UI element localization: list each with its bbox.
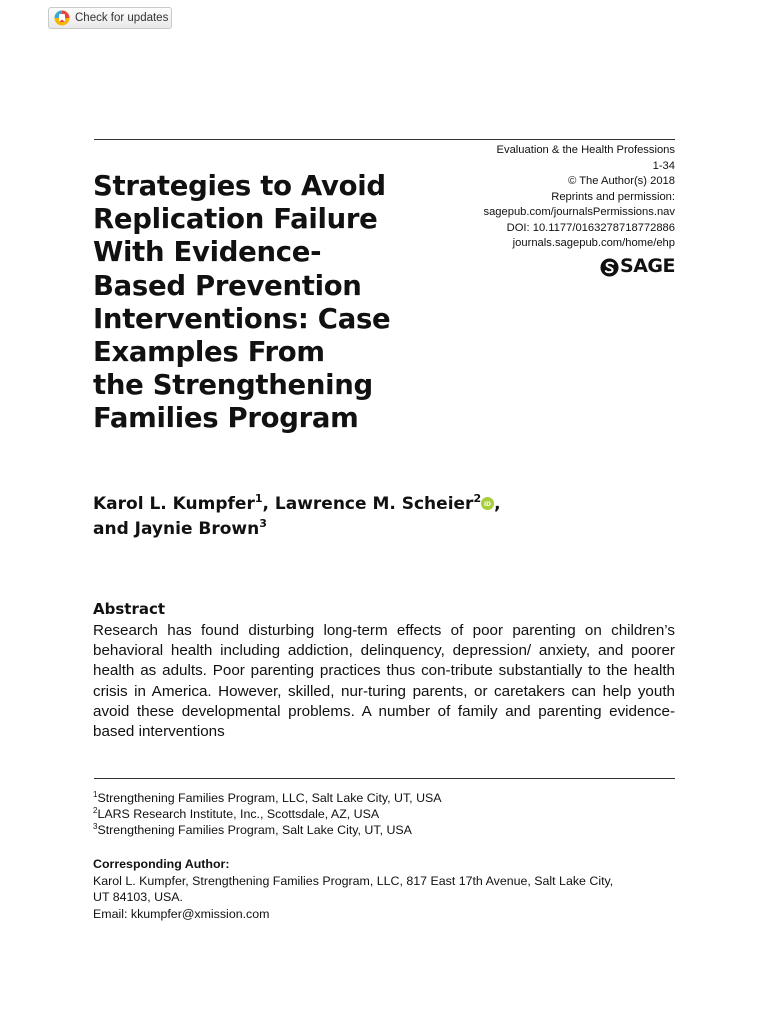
author-line xyxy=(93,517,633,542)
article-title xyxy=(93,170,443,436)
footnote-rule xyxy=(94,778,675,779)
abstract-text: Research has found disturbing long-term effects of poor parenting on children’s behavioral health including addiction, delinquency, depression/ anxiety, and poorer health as adults. Poor parenting practices thus con-tribute substantially to the health crisis in America. However, skilled, nur-turing parents, or caretakers can help youth avoid these developmental problems. A number of family and parenting evidence-based interventions xyxy=(93,622,675,741)
doi[interactable]: DOI: 10.1177/0163278718772886 xyxy=(506,221,675,234)
journal-info xyxy=(415,143,675,277)
corresponding-author xyxy=(93,856,675,922)
affiliation-text: Strengthening Families Program, LLC, Salt Lake City, UT, USA xyxy=(97,791,442,805)
title-line: Interventions: Case xyxy=(93,302,391,335)
corresponding-address-line: Karol L. Kumpfer, Strengthening Families Program, LLC, 817 East 17th Avenue, Salt Lake City, xyxy=(93,873,614,888)
affiliation-number: 1 xyxy=(93,790,98,799)
separator: , xyxy=(494,494,501,514)
header-rule xyxy=(94,139,675,140)
journal-home-link[interactable]: journals.sagepub.com/home/ehp xyxy=(512,237,675,249)
title-line: Strategies to Avoid xyxy=(93,170,386,202)
separator: , xyxy=(262,494,275,514)
svg-text:iD: iD xyxy=(484,501,492,509)
permissions-link[interactable]: sagepub.com/journalsPermissions.nav xyxy=(483,206,675,218)
check-for-updates-button[interactable] xyxy=(48,7,172,29)
journal-name: Evaluation & the Health Professions xyxy=(496,144,675,156)
author-list xyxy=(93,492,633,542)
corresponding-heading: Corresponding Author: xyxy=(93,857,230,871)
affiliation-marker: 3 xyxy=(259,517,267,530)
abstract-heading: Abstract xyxy=(93,600,166,618)
abstract-body xyxy=(93,621,675,742)
reprints-label: Reprints and permission: xyxy=(551,190,675,203)
affiliation-number: 2 xyxy=(93,806,98,815)
sage-logo xyxy=(415,255,675,278)
corresponding-email[interactable]: Email: kkumpfer@xmission.com xyxy=(93,906,270,921)
author-name: Karol L. Kumpfer xyxy=(93,494,255,514)
title-line: Replication Failure xyxy=(93,203,378,236)
title-line: With Evidence- xyxy=(93,236,322,269)
title-line: Based Prevention xyxy=(93,269,362,302)
affiliation-item xyxy=(93,790,675,806)
title-line: the Strengthening xyxy=(93,369,373,402)
sage-mark-icon xyxy=(600,258,619,277)
affiliation-marker: 1 xyxy=(254,492,263,505)
affiliations xyxy=(93,790,675,838)
affiliation-text: LARS Research Institute, Inc., Scottsdale, AZ, USA xyxy=(97,807,380,821)
affiliation-number: 3 xyxy=(93,822,98,831)
copyright: © The Author(s) 2018 xyxy=(568,175,675,187)
affiliation-item xyxy=(93,806,675,822)
affiliation-marker: 2 xyxy=(473,492,482,505)
corresponding-address-line: UT 84103, USA. xyxy=(93,890,183,904)
orcid-icon[interactable] xyxy=(481,497,494,510)
crossmark-icon xyxy=(54,10,70,26)
page-range: 1-34 xyxy=(652,159,675,172)
title-line: Families Program xyxy=(93,402,359,435)
check-for-updates-label: Check for updates xyxy=(75,12,169,24)
affiliation-text: Strengthening Families Program, Salt Lake City, UT, USA xyxy=(97,823,412,837)
author-name: and Jaynie Brown xyxy=(93,519,260,539)
author-line xyxy=(93,492,633,517)
affiliation-item xyxy=(93,822,675,838)
sage-wordmark: SAGE xyxy=(620,255,675,278)
author-name: Lawrence M. Scheier xyxy=(274,494,474,514)
title-line: Examples From xyxy=(93,336,325,369)
